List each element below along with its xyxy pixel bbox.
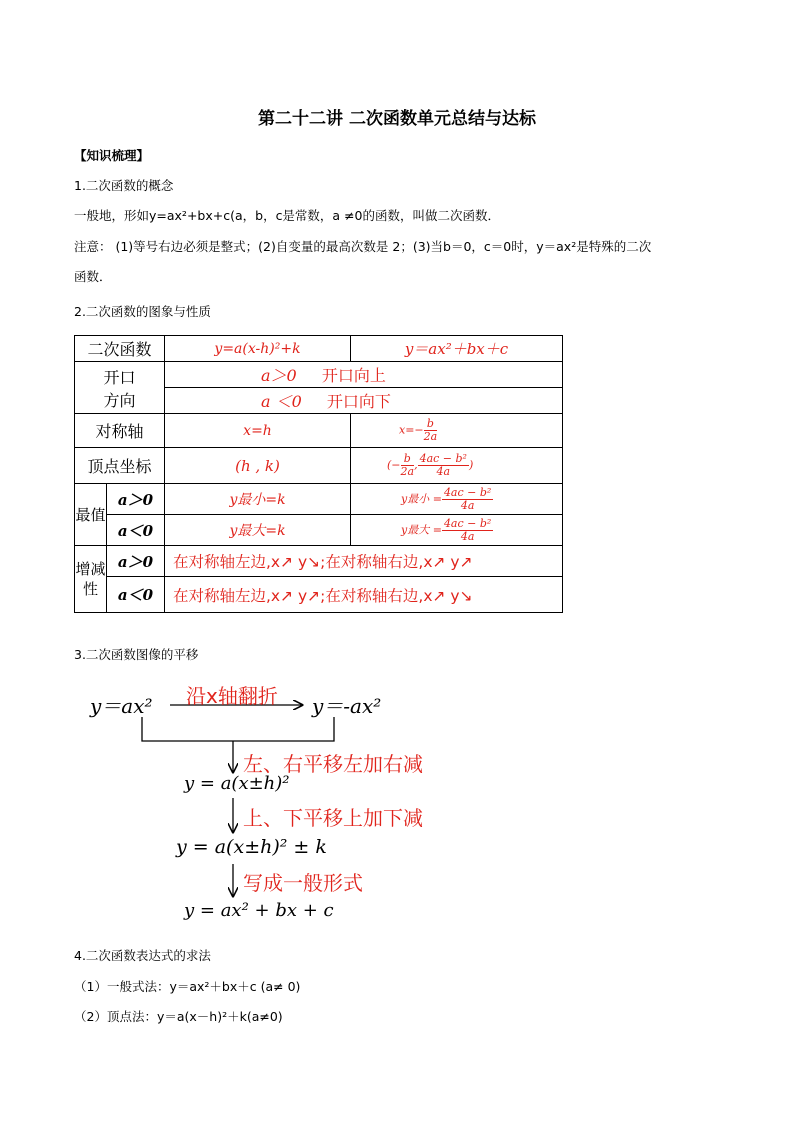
extreme-cond-pos: a＞0 — [107, 484, 165, 515]
vertex-general: (− $\frac{b}{2a}$ , $\frac{\text{4ac − b²}}{4a}$ ) — [351, 448, 563, 484]
min-num: 4ac − b² — [443, 485, 492, 499]
max-general-lhs: y最大 = — [401, 523, 442, 536]
eq-flip: y＝-ax² — [312, 694, 382, 718]
shift-ud-label: 上、下平移上加下减 — [243, 806, 423, 830]
eq-lr: y = a(x±h)² — [184, 773, 290, 794]
max-num: 4ac − b² — [443, 516, 492, 530]
opening-label-line2: 方向 — [103, 390, 136, 410]
monotonic-label: 增减性 — [75, 546, 107, 613]
max-vertex: y最大=k — [165, 515, 351, 546]
s4-method2: （2）顶点法：y＝a(x－h)²＋k(a≠0) — [74, 1009, 283, 1024]
axis-label: 对称轴 — [75, 414, 165, 448]
opening-down-text: 开口向下 — [326, 392, 391, 411]
opening-label-line1: 开口 — [103, 367, 136, 387]
min-general-lhs: y最小 = — [401, 492, 442, 505]
vertex-num2: 4ac − b² — [419, 452, 467, 465]
mono-neg: 在对称轴左边,x↗ y↗;在对称轴右边,x↗ y↘ — [165, 577, 563, 613]
vertex-vertex: (h , k) — [165, 448, 351, 484]
extreme-label: 最值 — [75, 484, 107, 546]
s4-heading: 4.二次函数表达式的求法 — [74, 948, 211, 963]
s1-definition: 一般地，形如y=ax²+bx+c(a，b，c是常数，a ≠0的函数，叫做二次函数． — [74, 208, 500, 223]
s1-note-line1: 注意： (1)等号右边必须是整式；(2)自变量的最高次数是 2；(3)当b＝0，c＝0时，y＝ax²是特殊的二次 — [74, 239, 652, 254]
opening-up-cond: a＞0 — [261, 366, 297, 385]
vertex-close: ) — [468, 458, 474, 472]
axis-den: 2a — [423, 430, 438, 443]
eq-ud: y = a(x±h)² ± k — [176, 836, 327, 858]
page-title: 第二十二讲 二次函数单元总结与达标 — [258, 109, 536, 129]
axis-num: b — [424, 418, 438, 431]
s1-note-line2: 函数． — [74, 269, 112, 284]
vertex-open: (− — [387, 458, 401, 472]
mono-cond-pos: a＞0 — [107, 546, 165, 577]
shift-lr-label: 左、右平移左加右减 — [243, 752, 423, 776]
axis-vertex: x=h — [165, 414, 351, 448]
vertex-num1: b — [401, 453, 415, 466]
axis-general-lhs: x=− — [399, 423, 424, 437]
header-label: 二次函数 — [75, 336, 165, 362]
bracket-line — [142, 717, 334, 741]
header-vertex-form: y=a(x-h)²+k — [165, 336, 351, 362]
s3-heading: 3.二次函数图像的平移 — [74, 647, 199, 662]
opening-down-cond: a ＜0 — [261, 392, 302, 411]
eq-start: y＝ax² — [90, 694, 153, 718]
extreme-cond-neg: a＜0 — [107, 515, 165, 546]
vertex-den2: 4a — [436, 465, 451, 478]
vertex-den1: 2a — [400, 465, 415, 478]
min-den: 4a — [460, 498, 475, 512]
header-general-form: y＝ax²＋bx＋c — [351, 336, 563, 362]
vertex-label: 顶点坐标 — [75, 448, 165, 484]
mono-pos: 在对称轴左边,x↗ y↘;在对称轴右边,x↗ y↗ — [165, 546, 563, 577]
general-form-label: 写成一般形式 — [243, 871, 363, 895]
s4-method1: （1）一般式法：y＝ax²＋bx＋c (a≠ 0) — [74, 979, 301, 994]
section-tag: 【知识梳理】 — [74, 148, 150, 163]
opening-up-text: 开口向上 — [321, 366, 386, 385]
min-vertex: y最小=k — [165, 484, 351, 515]
mono-cond-neg: a＜0 — [107, 577, 165, 613]
s2-heading: 2.二次函数的图象与性质 — [74, 304, 211, 319]
s1-heading: 1.二次函数的概念 — [74, 178, 174, 193]
max-den: 4a — [460, 529, 475, 543]
flip-label: 沿x轴翻折 — [186, 684, 278, 708]
eq-general: y = ax² + bx + c — [184, 900, 334, 921]
